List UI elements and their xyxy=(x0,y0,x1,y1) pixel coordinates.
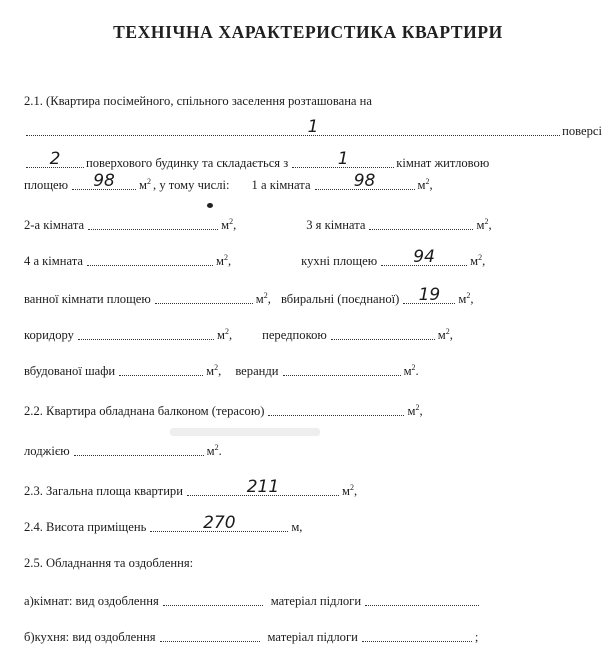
rooms-count-value: 1 xyxy=(337,149,349,169)
total-area-label: 2.3. Загальна площа квартири xyxy=(24,484,183,498)
room1-value: 98 xyxy=(353,171,376,191)
height-label: 2.4. Висота приміщень xyxy=(24,520,147,534)
corridor-label: коридору xyxy=(24,328,74,342)
bath-field[interactable] xyxy=(155,289,253,304)
unit-m2: $м^2$, xyxy=(437,326,453,342)
rooms-label: кімнат житловою xyxy=(396,156,490,170)
loggia-label: лоджією xyxy=(24,444,70,458)
rooms-finish-label: а)кімнат: вид оздоблення xyxy=(24,594,159,608)
height-unit: м, xyxy=(291,520,303,534)
including-label: , у тому числі: xyxy=(153,178,230,192)
kitchen-label: кухні площею xyxy=(301,254,378,268)
unit-m2: $м^2$ xyxy=(139,176,152,192)
unit-m2: $м^2$, xyxy=(341,482,358,498)
equipment-label: 2.5. Обладнання та оздоблення: xyxy=(24,556,194,570)
bath-toilet-row xyxy=(24,286,604,306)
rooms-2-3-row xyxy=(24,212,604,232)
floors-count-value: 2 xyxy=(49,149,61,169)
unit-m2: $м^2$, xyxy=(216,252,232,268)
loggia-row xyxy=(24,438,604,458)
loggia-field[interactable] xyxy=(74,441,204,456)
total-area-field[interactable] xyxy=(187,477,339,497)
height-value: 270 xyxy=(203,513,236,533)
unit-m2: $м^2$, xyxy=(216,326,233,342)
kitchen-floor-field[interactable] xyxy=(362,627,472,642)
rooms-floor-label: матеріал підлоги xyxy=(270,594,362,608)
height-field[interactable] xyxy=(150,513,288,533)
kitchen-field[interactable] xyxy=(381,247,467,267)
total-area-value: 211 xyxy=(246,477,280,497)
room2-label: 2-а кімната xyxy=(24,218,85,232)
unit-m2: $м^2$, xyxy=(476,216,492,232)
area-label: площею xyxy=(24,178,69,192)
veranda-field[interactable] xyxy=(283,361,401,376)
balcony-label: 2.2. Квартира обладнана балконом (терасою) xyxy=(24,404,265,418)
corridor-row xyxy=(24,322,604,342)
rooms-floor-field[interactable] xyxy=(365,591,479,606)
room4-field[interactable] xyxy=(87,251,213,266)
kitchen-value: 94 xyxy=(413,247,435,267)
pantry-field[interactable] xyxy=(331,325,435,340)
living-area-row xyxy=(24,172,604,192)
kitchen-finish-field[interactable] xyxy=(160,627,260,642)
unit-m2: $м^2$, xyxy=(417,176,433,192)
toilet-field[interactable] xyxy=(403,285,455,305)
living-area-field[interactable] xyxy=(72,171,136,191)
unit-m2: $м^2$, xyxy=(407,402,423,418)
floors-count-field[interactable] xyxy=(26,149,84,169)
kitchen-finish-label: б)кухня: вид оздоблення xyxy=(24,630,156,644)
room3-field[interactable] xyxy=(369,215,473,230)
bath-label: ванної кімнати площею xyxy=(24,292,151,306)
living-area-value: 98 xyxy=(93,171,115,191)
room1-label: 1 а кімната xyxy=(251,178,311,192)
toilet-label: вбиральні (поєднаної) xyxy=(280,292,400,306)
room2-field[interactable] xyxy=(88,215,218,230)
equipment-row xyxy=(24,550,604,570)
balcony-row xyxy=(24,398,604,418)
unit-m2: $м^2$, xyxy=(470,252,486,268)
total-area-row xyxy=(24,478,604,498)
section-2-1-label: 2.1. (Квартира посімейного, спільного заселення розташована на xyxy=(24,94,373,108)
room1-field[interactable] xyxy=(315,171,415,191)
height-row xyxy=(24,514,604,534)
form-title: ТЕХНІЧНА ХАРАКТЕРИСТИКА КВАРТИРИ xyxy=(113,22,503,42)
building-row xyxy=(24,150,604,170)
corridor-field[interactable] xyxy=(78,325,214,340)
room4-label: 4 а кімната xyxy=(24,254,84,268)
floor-value: 1 xyxy=(307,117,319,137)
unit-m2: $м^2$, xyxy=(458,290,474,306)
kitchen-finish-row: б)кухня: вид оздоблення матеріал підлоги ; xyxy=(24,624,604,644)
unit-m2: $м^2$, xyxy=(221,216,237,232)
unit-m2: $м^2$. xyxy=(206,442,222,458)
building-text: поверхового будинку та складається з xyxy=(86,156,289,170)
unit-m2: $м^2$, xyxy=(206,362,222,378)
closet-field[interactable] xyxy=(119,361,203,376)
floor-row xyxy=(24,118,604,138)
rooms-count-field[interactable] xyxy=(292,149,394,169)
rooms-finish-field[interactable] xyxy=(163,591,263,606)
rooms-finish-row xyxy=(24,588,604,608)
room3-label: 3 я кімната xyxy=(306,218,366,232)
toilet-value: 19 xyxy=(418,285,441,305)
room4-kitchen-row xyxy=(24,248,604,268)
balcony-field[interactable] xyxy=(268,401,404,416)
closet-label: вбудованої шафи xyxy=(24,364,116,378)
kitchen-floor-label: матеріал підлоги xyxy=(267,630,358,644)
section-2-1-header xyxy=(24,88,604,108)
pantry-label: передпокою xyxy=(262,328,327,342)
unit-m2: $м^2$. xyxy=(403,362,419,378)
unit-m2: $м^2$, xyxy=(255,290,271,306)
floor-label: поверсі xyxy=(562,124,602,138)
floor-field[interactable] xyxy=(26,117,560,137)
ink-dot xyxy=(207,203,213,208)
veranda-label: веранди xyxy=(235,364,279,378)
closet-row xyxy=(24,358,604,378)
faded-mark xyxy=(170,428,320,436)
